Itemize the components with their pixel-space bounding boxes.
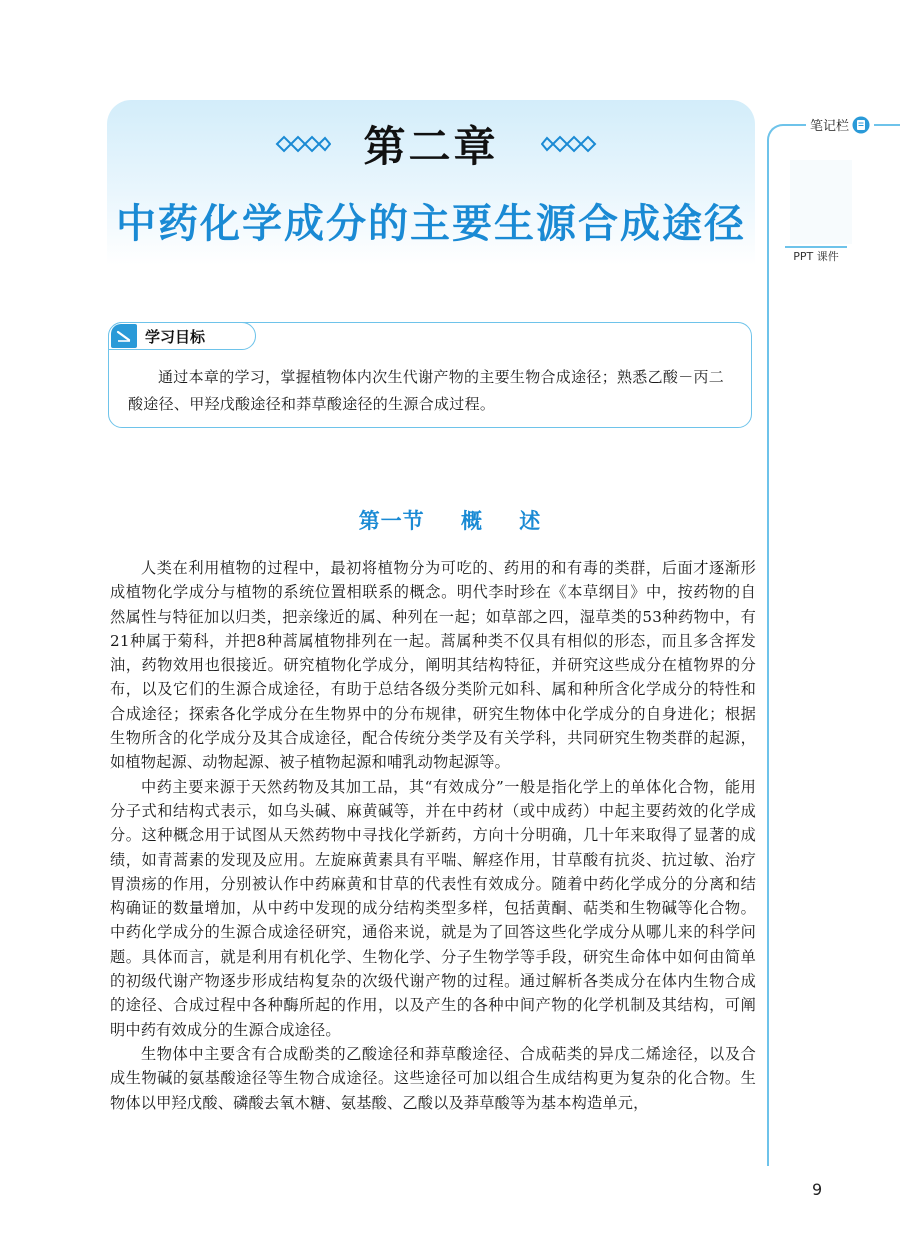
paragraph: 中药主要来源于天然药物及其加工品，其“有效成分”一般是指化学上的单体化合物，能用分子式和结构式表示，如乌头碱、麻黄碱等，并在中药材（或中成药）中起主要药效的化学成分。这种概念用于试图从天然药物中寻找化学新药，方向十分明确，几十年来取得了显著的成绩，如青蒿素的发现及应用。左旋麻黄素具有平喘、解痉作用，甘草酸有抗炎、抗过敏、治疗胃溃疡的作用，分别被认作中药麻黄和甘草的代表性有效成分。随着中药化学成分的分离和结构确证的数量增加，从中药中发现的成分结构类型多样，包括黄酮、萜类和生物碱等化合物。中药化学成分的生源合成途径研究，通俗来说，就是为了回答这些化学成分从哪儿来的科学问题。具体而言，就是利用有机化学、生物化学、分子生物学等手段，研究生命体中如何由简单的初级代谢产物逐步形成结构复杂的次级代谢产物的过程。通过解析各类成分在体内生物合成的途径、合成过程中各种酶所起的作用，以及产生的各种中间产物的化学机制及其结构，可阐明中药有效成分的生源合成途径。: [110, 777, 756, 1039]
body-text: [110, 556, 756, 1115]
notes-label: 笔记栏: [810, 119, 850, 134]
chapter-title: 中药化学成分的主要生源合成途径: [116, 201, 746, 247]
ppt-courseware-label[interactable]: PPT 课件: [785, 246, 847, 266]
objectives-header: [108, 322, 256, 350]
ornament-icon: [541, 135, 597, 153]
paragraph: 人类在利用植物的过程中，最初将植物分为可吃的、药用的和有毒的类群，后面才逐渐形成植物化学成分与植物的系统位置相联系的概念。明代李时珍在《本草纲目》中，按药物的自然属性与特征加以归类，把亲缘近的属、种列在一起；如草部之四，湿草类的53种药物中，有21种属于菊科，并把8种蒿属植物排列在一起。蒿属种类不仅具有相似的形态，而且多含挥发油，药物效用也很接近。研究植物化学成分，阐明其结构特征，并研究这些成分在植物界的分布，以及它们的生源合成途径，有助于总结各级分类阶元如科、属和种所含化学成分的特性和合成途径；探索各化学成分在生物界中的分布规律，研究生物体中化学成分的自身进化；根据生物所含的化学成分及其合成途径，配合传统分类学及有关学科，共同研究生物类群的起源，如植物起源、动物起源、被子植物起源和哺乳动物起源等。: [110, 559, 756, 772]
objectives-text: 通过本章的学习，掌握植物体内次生代谢产物的主要生物合成途径；熟悉乙酸－丙二酸途径、甲羟戊酸途径和莽草酸途径的生源合成过程。: [128, 368, 725, 413]
notebook-icon: [852, 116, 870, 134]
chapter-banner: [107, 100, 755, 265]
chapter-number: 第二章: [363, 122, 499, 171]
page-number: 9: [812, 1180, 823, 1199]
qr-code-image[interactable]: [790, 160, 852, 244]
notes-column-border: [767, 124, 900, 1166]
notes-header: [806, 115, 874, 134]
paragraph: 生物体中主要含有合成酚类的乙酸途径和莽草酸途径、合成萜类的异戊二烯途径，以及合成生物碱的氨基酸途径等生物合成途径。这些途径可加以组合生成结构更为复杂的化合物。生物体以甲羟戊酸、磷酸去氧木糖、氨基酸、乙酸以及莽草酸等为基本构造单元，: [110, 1044, 756, 1112]
pencil-icon: [111, 324, 137, 348]
objectives-label: 学习目标: [145, 327, 206, 346]
section-title: 第一节 概 述: [358, 509, 542, 533]
